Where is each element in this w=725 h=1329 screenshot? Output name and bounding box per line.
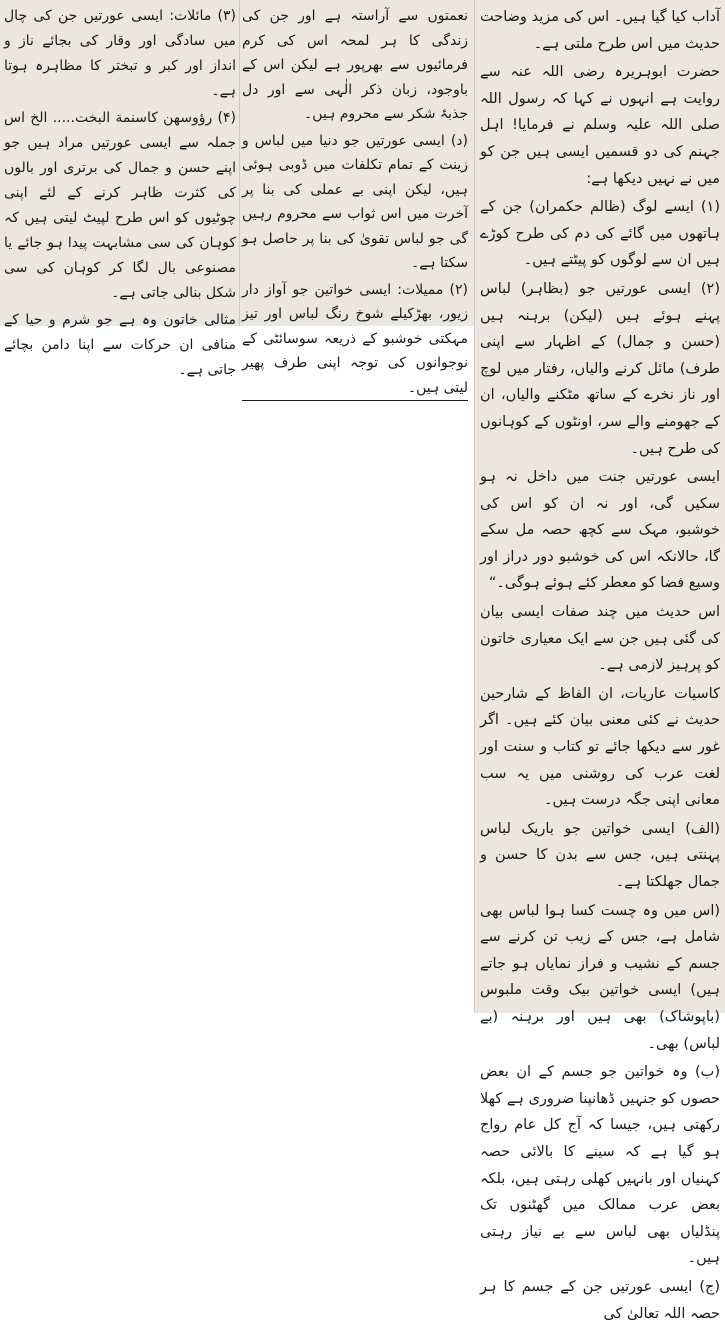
paragraph: کاسیات عاریات، ان الفاظ کے شارحین حدیث نے کئی معنی بیان کئے ہیں۔ اگر غور سے دیکھا جائے تو کتاب و سنت اور لغت عرب کی روشنی میں یہ سب معانی اپنی جگہ درست ہیں۔: [480, 685, 720, 809]
paragraph: اس حدیث میں چند صفات ایسی بیان کی گئی ہیں جن سے ایک معیاری خاتون کو پرہیز لازمی ہے۔: [480, 604, 720, 674]
paragraph: (د) ایسی عورتیں جو دنیا میں لباس و زینت کے تمام تکلفات میں ڈوبی ہوئی ہیں، لیکن اپنی بے عملی کی بنا پر آخرت میں اس ثواب سے محروم رہیں گی جو لباس تقویٰ کی بنا پر حاصل ہو سکتا ہے۔: [242, 132, 468, 271]
paragraph: نعمتوں سے آراستہ ہے اور جن کی زندگی کا ہر لمحہ اس کی کرم فرمائیوں سے بھرپور ہے لیکن اس کے باوجود، زبان ذکر الٰہی سے اور دل جذبۂ شکر سے محروم ہیں۔: [242, 8, 468, 122]
article-column-left: [4, 4, 236, 385]
column-divider: [239, 0, 240, 326]
paragraph: (۱) ایسے لوگ (ظالم حکمران) جن کے ہاتھوں میں گائے کی دم کی طرح کوڑے ہیں ان سے لوگوں کو پیٹتے ہیں۔: [480, 199, 720, 269]
paragraph: (الف) ایسی خواتین جو باریک لباس پہنتی ہیں، جس سے بدن کا حسن و جمال جھلکتا ہے۔: [480, 820, 720, 890]
paragraph: (۴) رؤوسهن كاسنمة البخت..... الخ اس جملہ سے ایسی عورتیں مراد ہیں جو اپنے حسن و جمال کی برتری اور بالوں کی کثرت ظاہر کرنے کے لئے اپنی چوٹیوں کو اس طرح لپیٹ لیتی ہیں کہ کوہان کی سی مشابہت پیدا ہو جائے یا مصنوعی بال لگا کر کوہان کی سی شکل بنالی جاتی ہے۔: [4, 110, 236, 301]
paragraph: مثالی خاتون وہ ہے جو شرم و حیا کے منافی ان حرکات سے اپنا دامن بچائے جاتی ہے۔: [4, 312, 236, 378]
paragraph: (ب) وہ خواتین جو جسم کے ان بعض حصوں کو جنہیں ڈھانپنا ضروری ہے کھلا رکھتی ہیں، جیسا کہ آج کل عام رواج ہو گیا ہے کہ سینے کا بالائی حصہ کہنیاں اور بانہیں کھلی رہتی ہیں، بلکہ بعض عرب ممالک میں گھٹنوں تک پنڈلیاں بھی لباس سے بے نیاز رہتی ہیں۔: [480, 1064, 720, 1267]
paragraph: (اس میں وہ چست کسا ہوا لباس بھی شامل ہے، جس کے زیب تن کرنے سے جسم کے نشیب و فراز نمایاں ہو جاتے ہیں) ایسی خواتین بیک وقت ملبوس (باپوشاک) بھی ہیں اور برہنہ (بے لباس) بھی۔: [480, 902, 720, 1052]
paragraph: (۳) مائلات: ایسی عورتیں جن کی چال میں سادگی اور وقار کی بجائے ناز و انداز اور کبر و تبختر کا مظاہرہ ہوتا ہے۔: [4, 8, 236, 99]
paragraph: حضرت ابوہریرہ رضی اللہ عنہ سے روایت ہے انہوں نے کہا کہ رسول اللہ صلی اللہ علیہ وسلم نے فرمایا! اہل جہنم کی دو قسمیں ایسی ہیں جن کو میں نے نہیں دیکھا ہے:: [480, 64, 720, 187]
paragraph: (۲) ممیلات: ایسی خواتین جو آواز دار زیور، بھڑکیلے شوخ رنگ لباس اور تیز مہکتی خوشبو کے ذریعہ سوسائٹی کے نوجوانوں کی توجہ اپنی طرف پھیر لیتی ہیں۔: [242, 278, 468, 402]
article-column-right: [480, 4, 720, 1329]
paragraph: ایسی عورتیں جنت میں داخل نہ ہو سکیں گی، اور نہ ان کو اس کی خوشبو، مہک سے کچھ حصہ مل سکے گا، حالانکہ اس کی خوشبو دور دراز اور وسیع فضا کو معطر کئے ہوئے ہوگی۔“: [480, 469, 720, 592]
paragraph: (ج) ایسی عورتیں جن کے جسم کا ہر حصہ اللہ تعالیٰ کی: [480, 1278, 720, 1322]
column-divider: [474, 0, 475, 1013]
paragraph: (۲) ایسی عورتیں جو (بظاہر) لباس پہنے ہوئے ہیں (لیکن) برہنہ ہیں (حسن و جمال) کے اظہار سے اپنی طرف) مائل کرنے والیاں، رفتار میں لوچ اور ناز نخرے کے ساتھ مٹکنے والیاں، ان کے جھومنے والے سر، اونٹوں کے کوہانوں کی طرح ہیں۔: [480, 280, 720, 457]
paragraph: آداب کیا گیا ہیں۔ اس کی مزید وضاحت حدیث میں اس طرح ملتی ہے۔: [480, 9, 720, 52]
article-column-middle: [242, 4, 468, 403]
